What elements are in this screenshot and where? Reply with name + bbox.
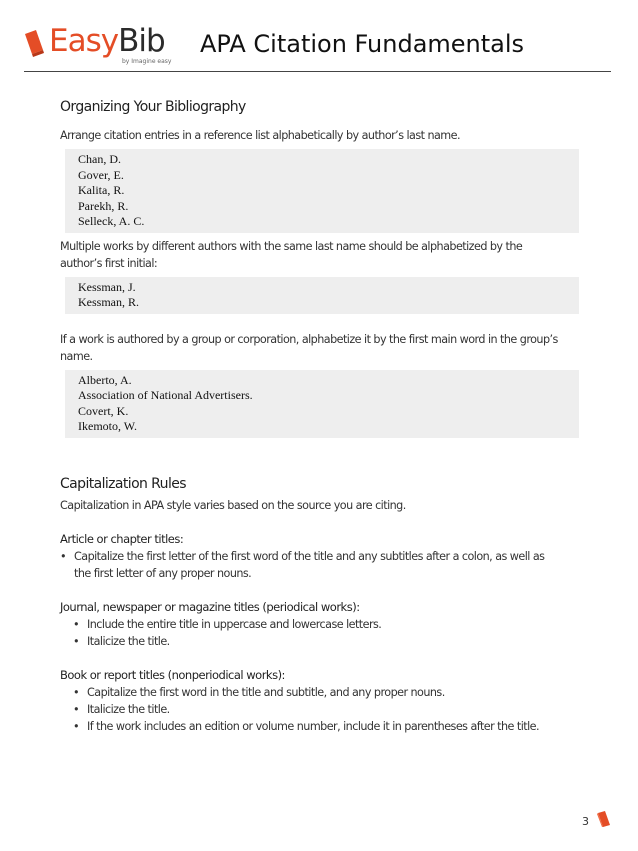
example-box <box>65 370 579 438</box>
example-entry: Association of National Advertisers. <box>78 388 253 402</box>
page-title: APA Citation Fundamentals <box>200 30 525 58</box>
list-item: • Capitalize the first word in the title and subtitle, and any proper nouns. <box>73 685 445 699</box>
example-entry: Ikemoto, W. <box>78 419 137 433</box>
example-entry: Kessman, R. <box>78 295 139 309</box>
example-entry: Gover, E. <box>78 167 124 182</box>
paragraph: Arrange citation entries in a reference list alphabetically by author’s last name. <box>60 129 460 142</box>
logo-easy: Easy <box>49 23 119 59</box>
subheading-books: Book or report titles (nonperiodical works): <box>60 667 285 682</box>
page-corner-icon <box>596 810 611 828</box>
list-item: • Include the entire title in uppercase and lowercase letters. <box>73 617 382 631</box>
paragraph: Multiple works by different authors with the same last name should be alphabetized by the <box>60 239 523 253</box>
easybib-logo <box>22 23 172 65</box>
books-list <box>60 684 585 735</box>
subheading-periodicals: Journal, newspaper or magazine titles (periodical works): <box>60 599 360 614</box>
example-entry: Kessman, J. <box>78 279 136 294</box>
logo-bib: Bib <box>118 23 165 59</box>
example-entry: Covert, K. <box>78 403 129 418</box>
list-item: • If the work includes an edition or volume number, include it in parentheses after the title. <box>73 719 540 733</box>
header <box>0 0 638 72</box>
header-divider <box>24 71 611 72</box>
page-number: 3 <box>582 815 589 828</box>
section-heading-capitalization: Capitalization Rules <box>60 475 186 492</box>
logo-wordmark <box>49 24 165 58</box>
example-box <box>65 149 579 233</box>
section-heading-bibliography: Organizing Your Bibliography <box>60 99 246 115</box>
list-item: • Capitalize the first letter of the first word of the title and any subtitles after a colon, as well as the first letter of any proper nouns. <box>60 549 545 580</box>
list-item: • Italicize the title. <box>73 634 170 648</box>
example-entry: Alberto, A. <box>78 372 132 387</box>
logo-byline: by Imagine easy <box>122 58 172 65</box>
example-entry: Chan, D. <box>78 152 121 166</box>
paragraph: name. <box>60 349 93 363</box>
periodicals-list <box>60 616 585 650</box>
articles-list <box>60 548 585 582</box>
example-entry: Selleck, A. C. <box>78 214 145 228</box>
paragraph: author’s first initial: <box>60 256 158 270</box>
easybib-book-icon <box>22 28 46 58</box>
example-entry: Kalita, R. <box>78 183 125 197</box>
example-box <box>65 277 579 314</box>
subheading-articles: Article or chapter titles: <box>60 531 184 546</box>
paragraph: Capitalization in APA style varies based on the source you are citing. <box>60 498 406 512</box>
list-item: • Italicize the title. <box>73 702 170 716</box>
main-content <box>60 97 585 735</box>
paragraph: If a work is authored by a group or corporation, alphabetize it by the first main word in the group’s <box>60 332 558 346</box>
example-entry: Parekh, R. <box>78 198 129 213</box>
